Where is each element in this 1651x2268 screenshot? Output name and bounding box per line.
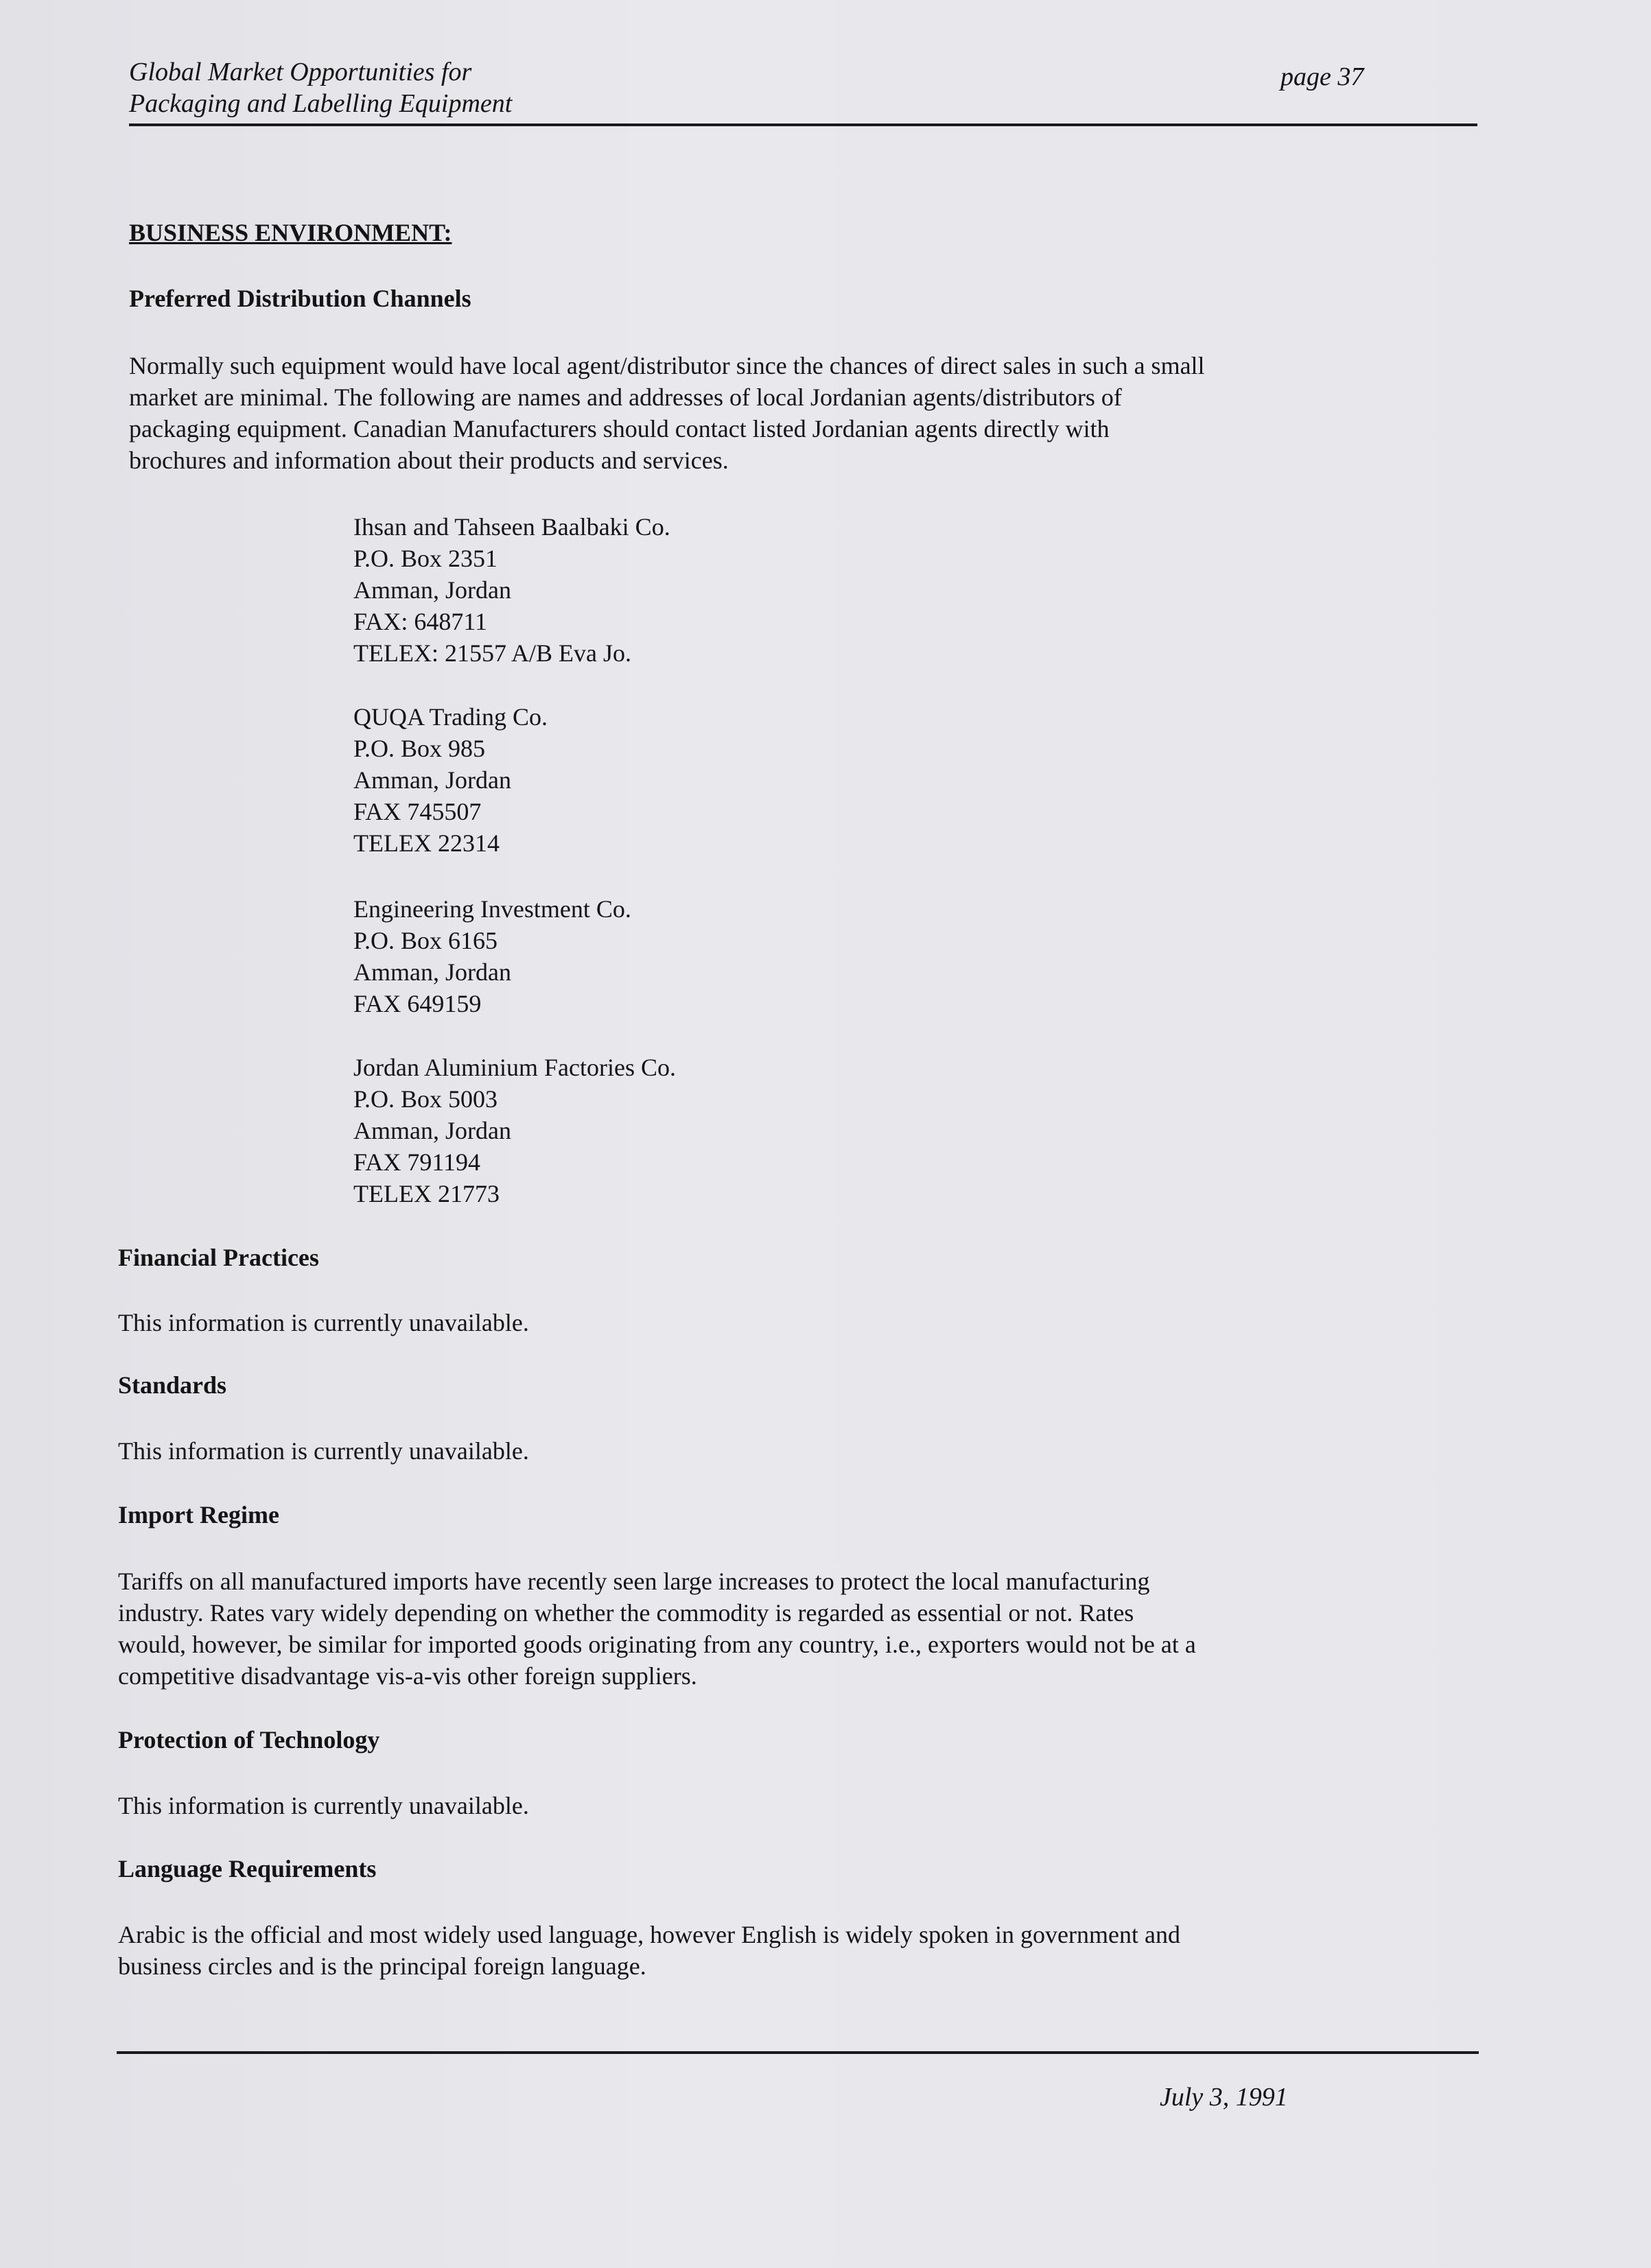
agent-fax: FAX 791194 (353, 1148, 481, 1176)
subheading-financial-practices: Financial Practices (118, 1244, 319, 1271)
agent-fax: FAX 745507 (353, 798, 482, 825)
paragraph-line: competitive disadvantage vis-a-vis other foreign suppliers. (118, 1662, 697, 1690)
footer-divider (117, 2051, 1479, 2054)
paragraph-line: industry. Rates vary widely depending on whether the commodity is regarded as essential or not. Rates (118, 1599, 1134, 1627)
agent-fax: FAX: 648711 (353, 608, 488, 635)
footer-date: July 3, 1991 (1160, 2083, 1288, 2112)
agent-name: Jordan Aluminium Factories Co. (353, 1054, 676, 1081)
subheading-import-regime: Import Regime (118, 1501, 279, 1528)
header-divider (129, 123, 1477, 126)
agent-fax: FAX 649159 (353, 990, 482, 1017)
paragraph-line: Normally such equipment would have local agent/distributor since the chances of direct sales in such a small (129, 352, 1205, 379)
agent-po-box: P.O. Box 985 (353, 735, 486, 762)
paragraph-line: Tariffs on all manufactured imports have recently seen large increases to protect the local manufacturing (118, 1568, 1150, 1595)
paragraph-line: would, however, be similar for imported goods originating from any country, i.e., exporters would not be at a (118, 1631, 1196, 1658)
agent-city: Amman, Jordan (353, 958, 511, 986)
agent-telex: TELEX: 21557 A/B Eva Jo. (353, 639, 631, 667)
paragraph-line: brochures and information about their products and services. (129, 447, 729, 474)
standards-text: This information is currently unavailable. (118, 1437, 529, 1465)
distribution-paragraph (129, 350, 1205, 476)
subheading-language-requirements: Language Requirements (118, 1855, 377, 1882)
paragraph-line: Arabic is the official and most widely used language, however English is widely spoken in government and (118, 1921, 1180, 1948)
subheading-distribution-channels: Preferred Distribution Channels (129, 285, 471, 312)
agent-city: Amman, Jordan (353, 1117, 511, 1144)
subheading-protection-of-technology: Protection of Technology (118, 1726, 380, 1753)
agent-address-block (353, 1052, 676, 1209)
agent-city: Amman, Jordan (353, 766, 511, 794)
agent-telex: TELEX 22314 (353, 829, 500, 857)
agent-address-block (353, 893, 631, 1019)
agent-name: Engineering Investment Co. (353, 895, 631, 923)
agent-po-box: P.O. Box 2351 (353, 545, 498, 572)
language-requirements-paragraph (118, 1919, 1180, 1982)
import-regime-paragraph (118, 1566, 1196, 1692)
running-header-title (129, 56, 512, 119)
paragraph-line: business circles and is the principal foreign language. (118, 1952, 646, 1980)
protection-of-technology-text: This information is currently unavailable. (118, 1792, 529, 1819)
agent-address-block (353, 701, 548, 859)
paragraph-line: packaging equipment. Canadian Manufacturers should contact listed Jordanian agents directly with (129, 415, 1110, 442)
header-title-line-2: Packaging and Labelling Equipment (129, 89, 513, 118)
agent-name: QUQA Trading Co. (353, 703, 548, 731)
agent-city: Amman, Jordan (353, 576, 511, 604)
subheading-standards: Standards (118, 1371, 227, 1399)
agent-po-box: P.O. Box 5003 (353, 1085, 498, 1113)
financial-practices-text: This information is currently unavailable. (118, 1309, 529, 1336)
header-title-line-1: Global Market Opportunities for (129, 58, 472, 86)
page-number: page 37 (1280, 62, 1364, 91)
paragraph-line: market are minimal. The following are names and addresses of local Jordanian agents/distributors of (129, 383, 1122, 411)
agent-po-box: P.O. Box 6165 (353, 927, 498, 954)
agent-telex: TELEX 21773 (353, 1180, 500, 1207)
agent-address-block (353, 511, 670, 669)
agent-name: Ihsan and Tahseen Baalbaki Co. (353, 513, 670, 541)
section-heading-business-environment: BUSINESS ENVIRONMENT: (129, 219, 452, 246)
